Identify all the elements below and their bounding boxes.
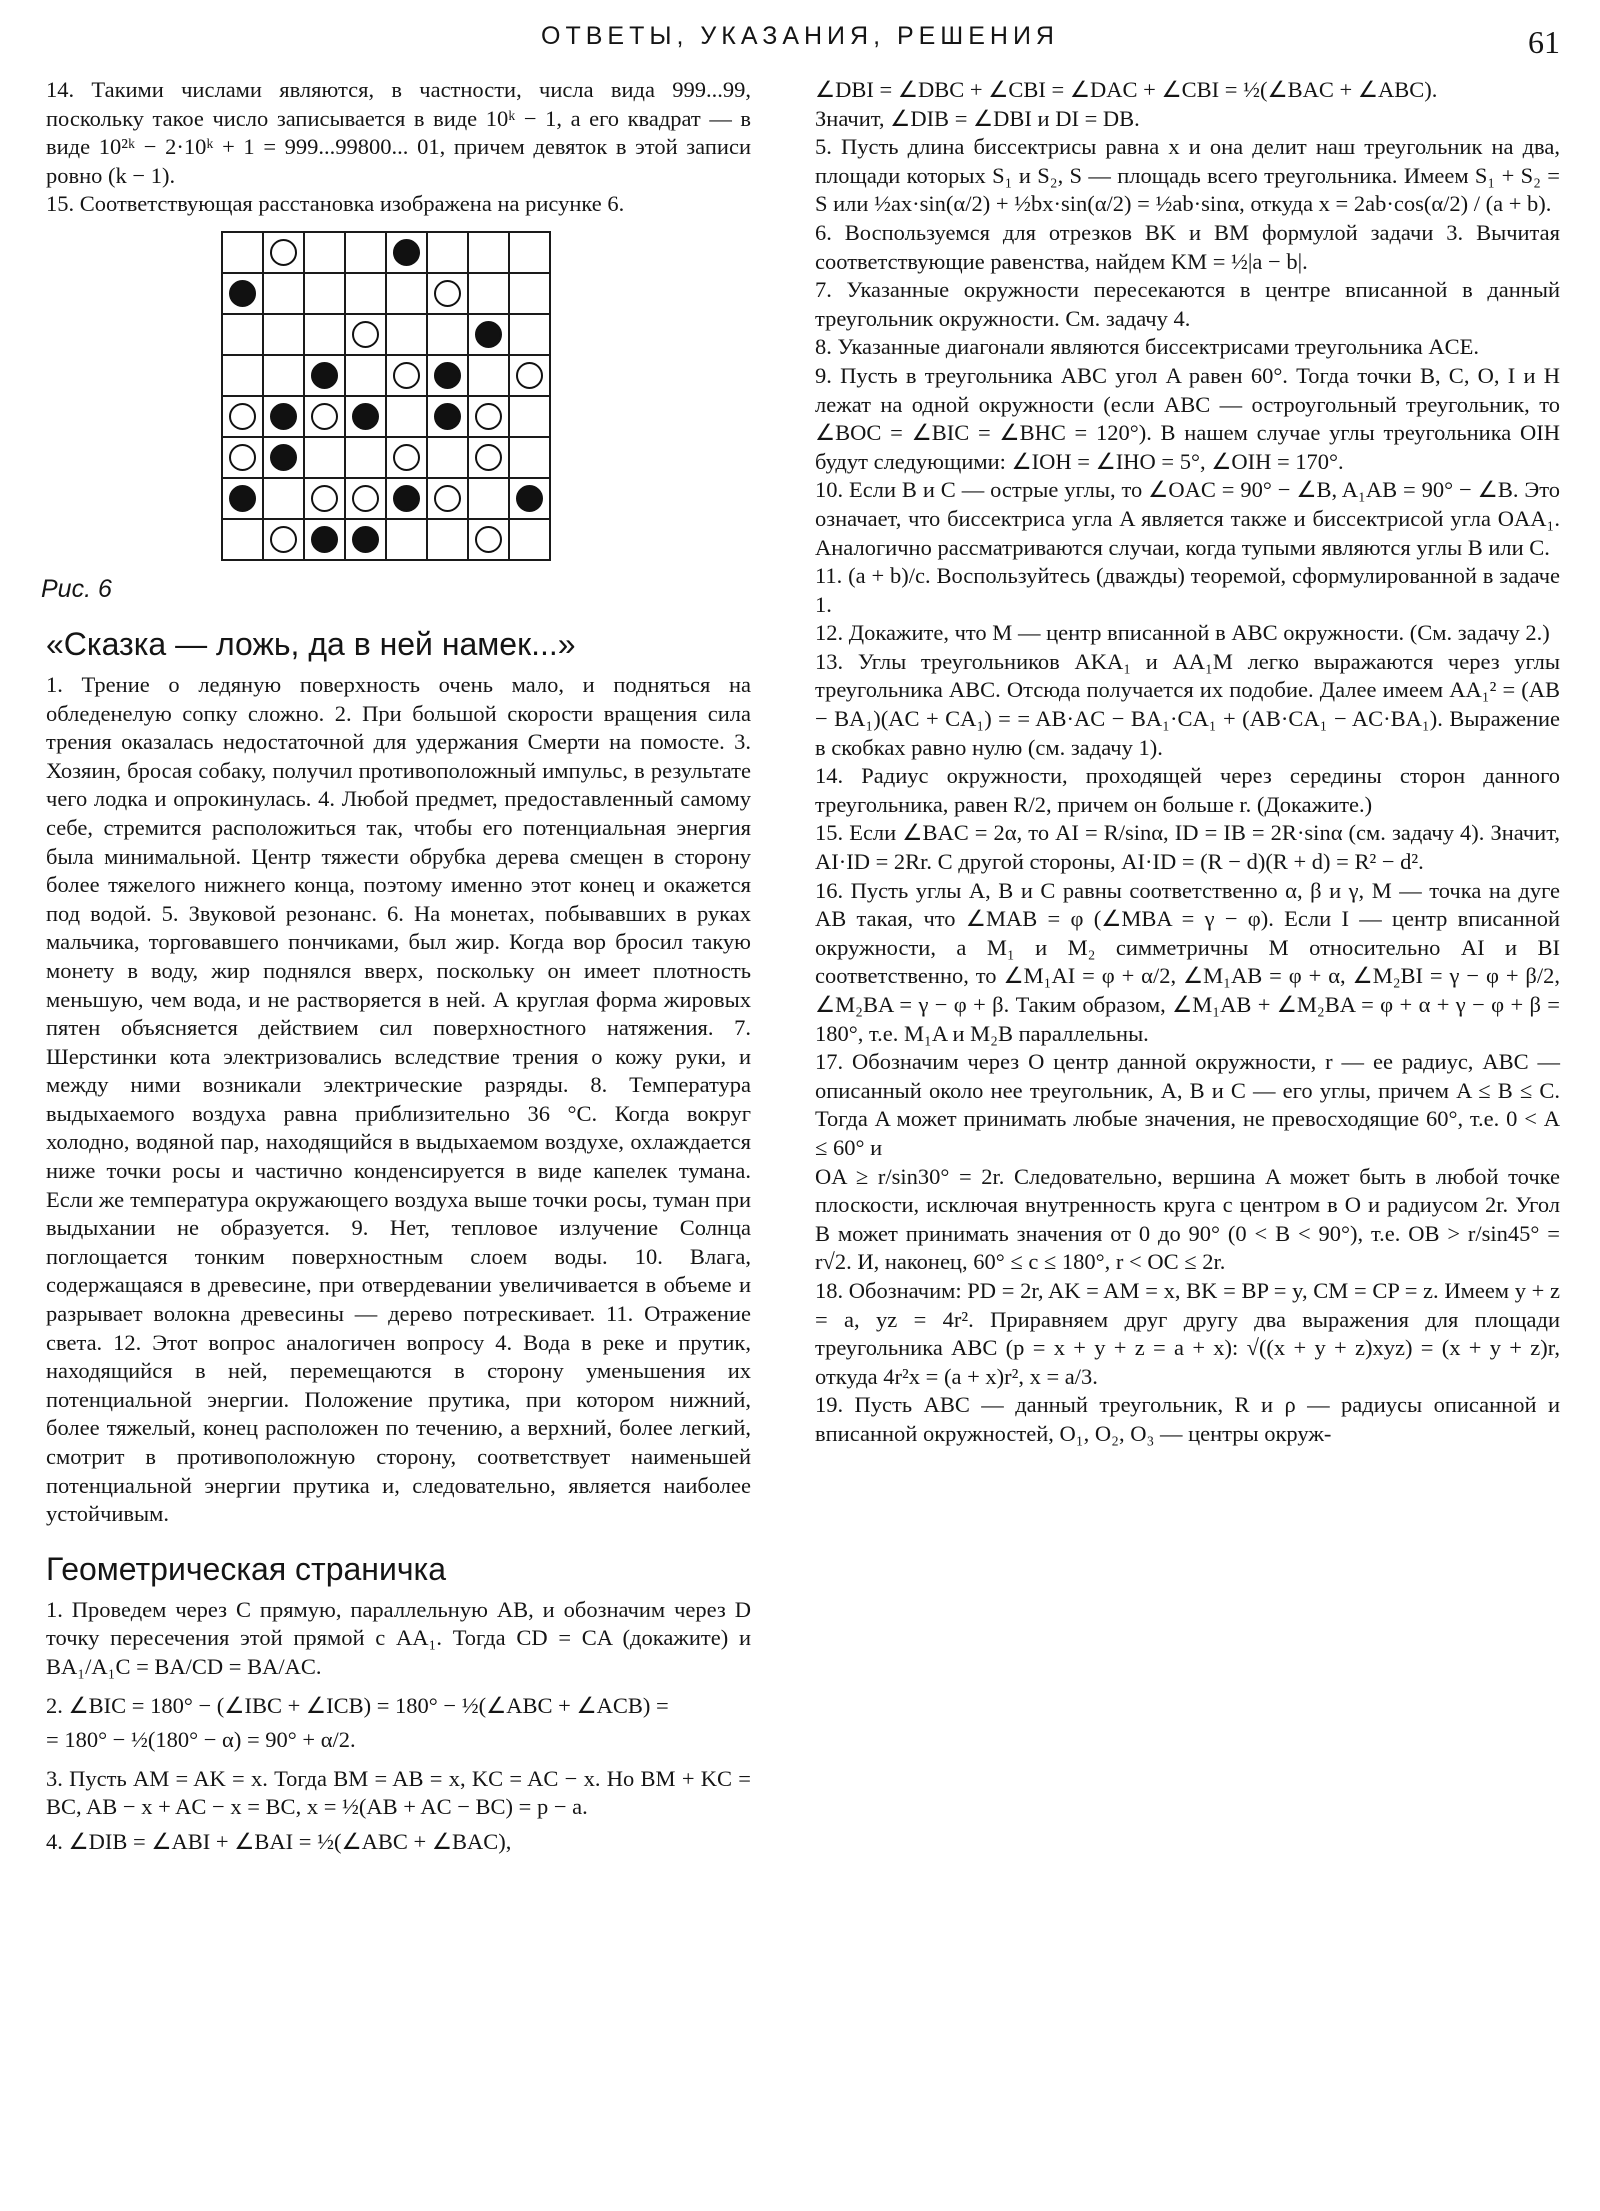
section-title-fairy-tale: «Сказка — ложь, да в ней намек...»: [46, 625, 576, 662]
right-column: [815, 76, 1560, 1449]
board-cell: [386, 478, 427, 519]
board-cell: [427, 273, 468, 314]
answer-12: 12. Докажите, что M — центр вписанной в ABC окружности. (См. задачу 2.): [815, 620, 1550, 646]
board-cell: [304, 478, 345, 519]
board-cell: [427, 519, 468, 560]
board-row: [222, 355, 550, 396]
black-circle-icon: [270, 444, 297, 471]
board-cell: [468, 478, 509, 519]
answer-18: 18. Обозначим: PD = 2r, AK = AM = x, BK = BP = y, CM = CP = z. Имеем y + z = a, yz = 4r². Приравняем друг другу два выражения для площади треугольника ABC (p = x + y + z = a + x): √((x + y + z)xyz) = (x + y + z)r, откуда 4r²x = (a + x)r², x = a/3.: [815, 1277, 1560, 1389]
page-number: 61: [1528, 24, 1560, 60]
geometry-answer-4: 4. ∠DIB = ∠ABI + ∠BAI = ½(∠ABC + ∠BAC),: [46, 1828, 512, 1854]
answer-16: 16. Пусть углы A, B и C равны соответственно α, β и γ, M — точка на дуге AB такая, что ∠MAB = φ (∠MBA = γ − φ). Если I — центр вписанной окружности, а M₁ и M₂ симметричны M относительно AI и BI соответственно, то ∠M₁AI = φ + α/2, ∠M₁AB = φ + α, ∠M₂BI = γ − φ + β/2, ∠M₂BA = γ − φ + β. Таким образом, ∠M₁AB + ∠M₂BA = φ + α + γ − φ + β = 180°, т.е. M₁A и M₂B параллельны.: [815, 877, 1560, 1046]
white-circle-icon: [311, 485, 338, 512]
answer-13: 13. Углы треугольников AKA₁ и AA₁M легко выражаются через углы треугольника ABC. Отсюда получается их подобие. Далее имеем AA₁² = (AB − BA₁)(AC + CA₁) = = AB·AC − BA₁·CA₁ + (AB·CA₁ − AC·BA₁). Выражение в скобках равно нулю (см. задачу 1).: [815, 648, 1560, 760]
geometry-answer-1: 1. Проведем через C прямую, параллельную AB, и обозначим через D точку пересечения этой прямой с AA₁. Тогда CD = CA (докажите) и BA₁/A₁C = BA/CD = BA/AC.: [46, 1596, 751, 1679]
black-circle-icon: [229, 485, 256, 512]
black-circle-icon: [434, 362, 461, 389]
board-cell: [345, 396, 386, 437]
black-circle-icon: [475, 321, 502, 348]
black-circle-icon: [229, 280, 256, 307]
white-circle-icon: [475, 526, 502, 553]
board-cell: [468, 355, 509, 396]
answer-14-geom: 14. Радиус окружности, проходящей через середины сторон данного треугольника, равен R/2, причем он больше r. (Докажите.): [815, 763, 1560, 817]
board-cell: [468, 273, 509, 314]
board-cell: [263, 437, 304, 478]
answer-14: 14. Такими числами являются, в частности, числа вида 999...99, поскольку такое число записывается в виде 10ᵏ − 1, а его квадрат — в виде 10²ᵏ − 2·10ᵏ + 1 = 999...99800... 01, причем девяток в этой записи ровно (k − 1).: [46, 77, 751, 188]
board-cell: [345, 273, 386, 314]
black-circle-icon: [516, 485, 543, 512]
running-title: ОТВЕТЫ, УКАЗАНИЯ, РЕШЕНИЯ: [541, 22, 1059, 50]
board-cell: [304, 314, 345, 355]
figure-6: [221, 231, 751, 561]
board-cell: [263, 355, 304, 396]
board-cell: [263, 314, 304, 355]
board-cell: [222, 232, 263, 273]
board-cell: [386, 519, 427, 560]
board-cell: [509, 314, 550, 355]
board-row: [222, 314, 550, 355]
board-cell: [468, 519, 509, 560]
board-cell: [263, 478, 304, 519]
board-cell: [468, 437, 509, 478]
board-cell: [222, 478, 263, 519]
white-circle-icon: [393, 444, 420, 471]
board-row: [222, 396, 550, 437]
answer-17-cont: OA ≥ r/sin30° = 2r. Следовательно, вершина A может быть в любой точке плоскости, исключая внутренность круга с центром в O и радиусом 2r. Угол B может принимать значения от 0 до 90° (0 < B < 90°), т.е. OB > r/sin45° = r√2. И, наконец, 60° ≤ c ≤ 180°, r < OC ≤ 2r.: [815, 1163, 1560, 1275]
answer-11: 11. (a + b)/c. Воспользуйтесь (дважды) теоремой, сформулированной в задаче 1.: [815, 563, 1560, 617]
board-cell: [427, 396, 468, 437]
white-circle-icon: [434, 485, 461, 512]
board-cell: [222, 273, 263, 314]
white-circle-icon: [475, 403, 502, 430]
checker-board: [221, 231, 551, 561]
answer-9: 9. Пусть в треугольника ABC угол A равен 60°. Тогда точки B, C, O, I и H лежат на одной окружности (если ABC — остроугольный треугольник, то ∠BOC = ∠BIC = ∠BHC = 120°). В нашем случае углы треугольника OIH будут следующими: ∠IOH = ∠IHO = 5°, ∠OIH = 170°.: [815, 362, 1560, 474]
board-cell: [386, 396, 427, 437]
board-cell: [222, 519, 263, 560]
answer-5: 5. Пусть длина биссектрисы равна x и она делит наш треугольник на два, площади которых S₁ и S₂, S — площадь всего треугольника. Имеем S₁ + S₂ = S или ½ax·sin(α/2) + ½bx·sin(α/2) = ½ab·sinα, откуда x = 2ab·cos(α/2) / (a + b).: [815, 134, 1560, 217]
white-circle-icon: [270, 239, 297, 266]
board-cell: [263, 273, 304, 314]
answer-7: 7. Указанные окружности пересекаются в центре вписанной в данный треугольник окружности. См. задачу 4.: [815, 277, 1560, 331]
white-circle-icon: [352, 485, 379, 512]
board-cell: [222, 355, 263, 396]
white-circle-icon: [352, 321, 379, 348]
board-cell: [509, 396, 550, 437]
board-cell: [468, 396, 509, 437]
answer-15-geom: 15. Если ∠BAC = 2α, то AI = R/sinα, ID = IB = 2R·sinα (см. задачу 4). Значит, AI·ID = 2Rr. С другой стороны, AI·ID = (R − d)(R + d) = R² − d².: [815, 820, 1560, 875]
board-cell: [386, 355, 427, 396]
board-cell: [345, 355, 386, 396]
answer-8: 8. Указанные диагонали являются биссектрисами треугольника ACE.: [815, 334, 1480, 360]
black-circle-icon: [393, 239, 420, 266]
board-cell: [304, 519, 345, 560]
board-cell: [222, 396, 263, 437]
black-circle-icon: [311, 526, 338, 553]
board-row: [222, 437, 550, 478]
black-circle-icon: [270, 403, 297, 430]
board-row: [222, 232, 550, 273]
board-cell: [509, 478, 550, 519]
board-cell: [509, 273, 550, 314]
white-circle-icon: [516, 362, 543, 389]
board-cell: [263, 232, 304, 273]
answer-15: 15. Соответствующая расстановка изображена на рисунке 6.: [46, 191, 625, 217]
white-circle-icon: [270, 526, 297, 553]
answer-19: 19. Пусть ABC — данный треугольник, R и ρ — радиусы описанной и вписанной окружностей, O₁, O₂, O₃ — центры окруж-: [815, 1392, 1560, 1446]
board-cell: [468, 232, 509, 273]
board-cell: [509, 232, 550, 273]
fairy-tale-answers: 1. Трение о ледяную поверхность очень мало, и подняться на обледенелую сопку сложно. 2. При большой скорости вращения сила трения оказалась недостаточной для удержания Смерти на помосте. 3. Хозяин, бросая собаку, получил противоположный импульс, в результате чего лодка и опрокинулась. 4. Любой предмет, предоставленный самому себе, стремится расположиться так, чтобы его потенциальная энергия была минимальной. Центр тяжести обрубка дерева смещен в сторону более тяжелого нижнего конца, поэтому именно этот конец и окажется под водой. 5. Звуковой резонанс. 6. На монетах, побывавших в руках мальчика, торговавшего пончиками, был жир. Когда вор бросил такую монету в воду, жир поднялся вверх, поскольку он имеет плотность меньшую, чем вода, и не растворяется в ней. А круглая форма жировых пятен объясняется действием сил поверхностного натяжения. 7. Шерстинки кота электризовались вследствие трения о кожу руки, и между ними возникали электрические разряды. 8. Температура выдыхаемого воздуха равна приблизительно 36 °C. Когда вокруг холодно, водяной пар, находящийся в выдыхаемом воздухе, охлаждается ниже точки росы и частично конденсируется в виде капелек тумана. Если же температура окружающего воздуха выше точки росы, туман при выдыхании не образуется. 9. Нет, тепловое излучение Солнца поглощается тонким поверхностным слоем воды. 10. Влага, содержащаяся в древесине, при отвердевании увеличивается в объеме и разрывает волокна древесины — дерево потрескивает. 11. Отражение света. 12. Этот вопрос аналогичен вопросу 4. Вода в реке и прутик, находящийся в ней, перемещаются в сторону уменьшения их потенциальной энергии. Положение прутика, при котором нижний, более тяжелый, конец расположен по течению, а верхний, более легкий, смотрит в противоположную сторону, соответствует наименьшей потенциальной энергии прутика и, следовательно, является наиболее устойчивым.: [46, 671, 751, 1527]
board-row: [222, 519, 550, 560]
geometry-answer-2: 2. ∠BIC = 180° − (∠IBC + ∠ICB) = 180° − ½(∠ABC + ∠ACB) =: [46, 1692, 669, 1718]
white-circle-icon: [475, 444, 502, 471]
board-cell: [345, 437, 386, 478]
geometry-answer-3: 3. Пусть AM = AK = x. Тогда BM = AB = x, KC = AC − x. Но BM + KC = BC, AB − x + AC − x = BC, x = ½(AB + AC − BC) = p − a.: [46, 1765, 751, 1820]
board-cell: [427, 355, 468, 396]
board-row: [222, 478, 550, 519]
white-circle-icon: [434, 280, 461, 307]
board-cell: [263, 519, 304, 560]
board-cell: [345, 232, 386, 273]
board-row: [222, 273, 550, 314]
board-cell: [304, 437, 345, 478]
board-cell: [386, 232, 427, 273]
board-cell: [468, 314, 509, 355]
answer-4-conclusion: Значит, ∠DIB = ∠DBI и DI = DB.: [815, 105, 1140, 131]
left-column: [41, 76, 751, 1857]
board-cell: [509, 437, 550, 478]
board-cell: [386, 314, 427, 355]
board-cell: [427, 314, 468, 355]
geometry-answer-2-cont: = 180° − ½(180° − α) = 90° + α/2.: [46, 1727, 356, 1753]
board-cell: [304, 273, 345, 314]
black-circle-icon: [352, 403, 379, 430]
board-cell: [345, 478, 386, 519]
board-cell: [222, 437, 263, 478]
black-circle-icon: [352, 526, 379, 553]
black-circle-icon: [311, 362, 338, 389]
white-circle-icon: [229, 444, 256, 471]
white-circle-icon: [229, 403, 256, 430]
board-cell: [427, 478, 468, 519]
figure-caption: Рис. 6: [41, 574, 112, 603]
board-cell: [345, 519, 386, 560]
board-cell: [427, 232, 468, 273]
board-cell: [345, 314, 386, 355]
board-cell: [304, 396, 345, 437]
board-cell: [509, 355, 550, 396]
board-cell: [263, 396, 304, 437]
answer-10: 10. Если B и C — острые углы, то ∠OAC = 90° − ∠B, A₁AB = 90° − ∠B. Это означает, что биссектриса угла A является также и биссектрисой угла OAA₁. Аналогично рассматриваются случаи, когда тупыми являются углы B или C.: [815, 477, 1560, 560]
board-cell: [304, 232, 345, 273]
board-cell: [509, 519, 550, 560]
board-cell: [386, 437, 427, 478]
board-cell: [304, 355, 345, 396]
answer-4-cont: ∠DBI = ∠DBC + ∠CBI = ∠DAC + ∠CBI = ½(∠BAC + ∠ABC).: [815, 77, 1438, 102]
section-title-geometry: Геометрическая страничка: [46, 1550, 446, 1587]
answer-17: 17. Обозначим через O центр данной окружности, r — ее радиус, ABC — описанный около нее треугольник, A, B и C — его углы, причем A ≤ B ≤ C. Тогда A может принимать любые значения, не превосходящие 60°, т.е. 0 < A ≤ 60° и: [815, 1049, 1560, 1160]
white-circle-icon: [311, 403, 338, 430]
answer-6: 6. Воспользуемся для отрезков BK и BM формулой задачи 3. Вычитая соответствующие равенства, найдем KM = ½|a − b|.: [815, 219, 1560, 274]
black-circle-icon: [434, 403, 461, 430]
board-cell: [386, 273, 427, 314]
board-cell: [222, 314, 263, 355]
white-circle-icon: [393, 362, 420, 389]
board-cell: [427, 437, 468, 478]
black-circle-icon: [393, 485, 420, 512]
page-header: [0, 22, 1600, 62]
